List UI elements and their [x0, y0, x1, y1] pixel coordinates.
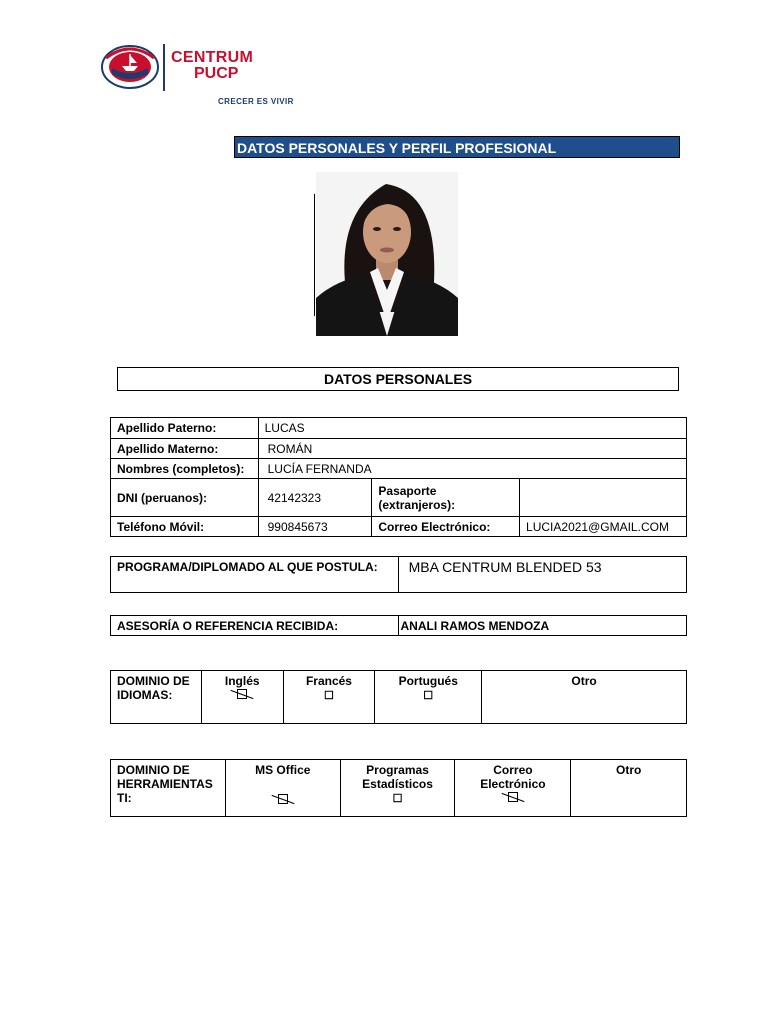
apellido-paterno-label: Apellido Paterno:: [111, 418, 259, 439]
idioma-portugues-label: Portugués: [398, 674, 458, 688]
table-row: [111, 459, 687, 479]
logo-divider: [163, 44, 165, 91]
applicant-photo: [316, 172, 458, 336]
idioma-frances[interactable]: [283, 671, 375, 724]
programa-label: PROGRAMA/DIPLOMADO AL QUE POSTULA:: [111, 557, 399, 593]
asesoria-table: [110, 615, 687, 636]
checked-checkbox-icon[interactable]: [271, 793, 295, 807]
idioma-frances-label: Francés: [305, 674, 352, 688]
asesoria-value: ANALI RAMOS MENDOZA: [398, 616, 686, 636]
telefono-value: 990845673: [258, 517, 372, 537]
programa-table: [110, 556, 687, 593]
apellido-paterno-value: LUCAS: [258, 418, 686, 439]
nombres-label: Nombres (completos):: [111, 459, 259, 479]
idiomas-table: [110, 670, 687, 724]
herramienta-otro[interactable]: [571, 760, 687, 817]
correo-label: Correo Electrónico:: [372, 517, 520, 537]
section-title-datos-personales: DATOS PERSONALES: [117, 367, 679, 391]
herramientas-label: DOMINIO DE HERRAMIENTAS TI:: [111, 760, 226, 817]
apellido-materno-value: ROMÁN: [258, 439, 686, 459]
apellido-materno-label: Apellido Materno:: [111, 439, 259, 459]
brand-sub: PUCP: [194, 65, 239, 82]
checked-checkbox-icon[interactable]: [230, 688, 254, 702]
idioma-ingles[interactable]: [201, 671, 283, 724]
brand-tagline: CRECER ES VIVIR: [218, 97, 294, 106]
photo-border-line: [314, 194, 315, 316]
pasaporte-value: [520, 479, 687, 517]
table-row: [111, 616, 687, 636]
pasaporte-label: Pasaporte (extranjeros):: [372, 479, 520, 517]
herramienta-correo-label: Correo Electrónico: [480, 763, 546, 791]
herramienta-correo-electronico[interactable]: [455, 760, 571, 817]
idioma-otro[interactable]: [482, 671, 687, 724]
idioma-otro-label: Otro: [571, 674, 597, 688]
idioma-ingles-label: Inglés: [224, 674, 260, 688]
herramienta-ms-office-label: MS Office: [255, 763, 311, 777]
empty-checkbox-icon[interactable]: ☐: [392, 793, 403, 805]
table-row: [111, 671, 687, 724]
table-row: [111, 439, 687, 459]
idiomas-label: DOMINIO DE IDIOMAS:: [111, 671, 202, 724]
herramienta-otro-label: Otro: [616, 763, 642, 777]
page-title: DATOS PERSONALES Y PERFIL PROFESIONAL: [234, 136, 680, 158]
brand-name: CENTRUM: [171, 49, 254, 66]
university-seal-logo: [100, 44, 160, 90]
personal-data-table: [110, 417, 687, 537]
idioma-portugues[interactable]: [375, 671, 482, 724]
checked-checkbox-icon[interactable]: [501, 791, 525, 805]
herramienta-programas-estadisticos[interactable]: [340, 760, 455, 817]
programa-value: MBA CENTRUM BLENDED 53: [398, 557, 686, 593]
dni-label: DNI (peruanos):: [111, 479, 259, 517]
table-row: [111, 760, 687, 817]
nombres-value: LUCÍA FERNANDA: [258, 459, 686, 479]
herramienta-ms-office[interactable]: [225, 760, 340, 817]
correo-value: LUCIA2021@GMAIL.COM: [520, 517, 687, 537]
dni-value: 42142323: [258, 479, 372, 517]
empty-checkbox-icon[interactable]: ☐: [423, 690, 434, 702]
table-row: [111, 517, 687, 537]
herramienta-programas-label: Programas Estadísticos: [362, 763, 433, 791]
table-row: [111, 557, 687, 593]
herramientas-table: [110, 759, 687, 817]
empty-checkbox-icon[interactable]: ☐: [324, 690, 334, 702]
table-row: [111, 418, 687, 439]
table-row: [111, 479, 687, 517]
telefono-label: Teléfono Móvil:: [111, 517, 259, 537]
asesoria-label: ASESORÍA O REFERENCIA RECIBIDA:: [111, 616, 399, 636]
